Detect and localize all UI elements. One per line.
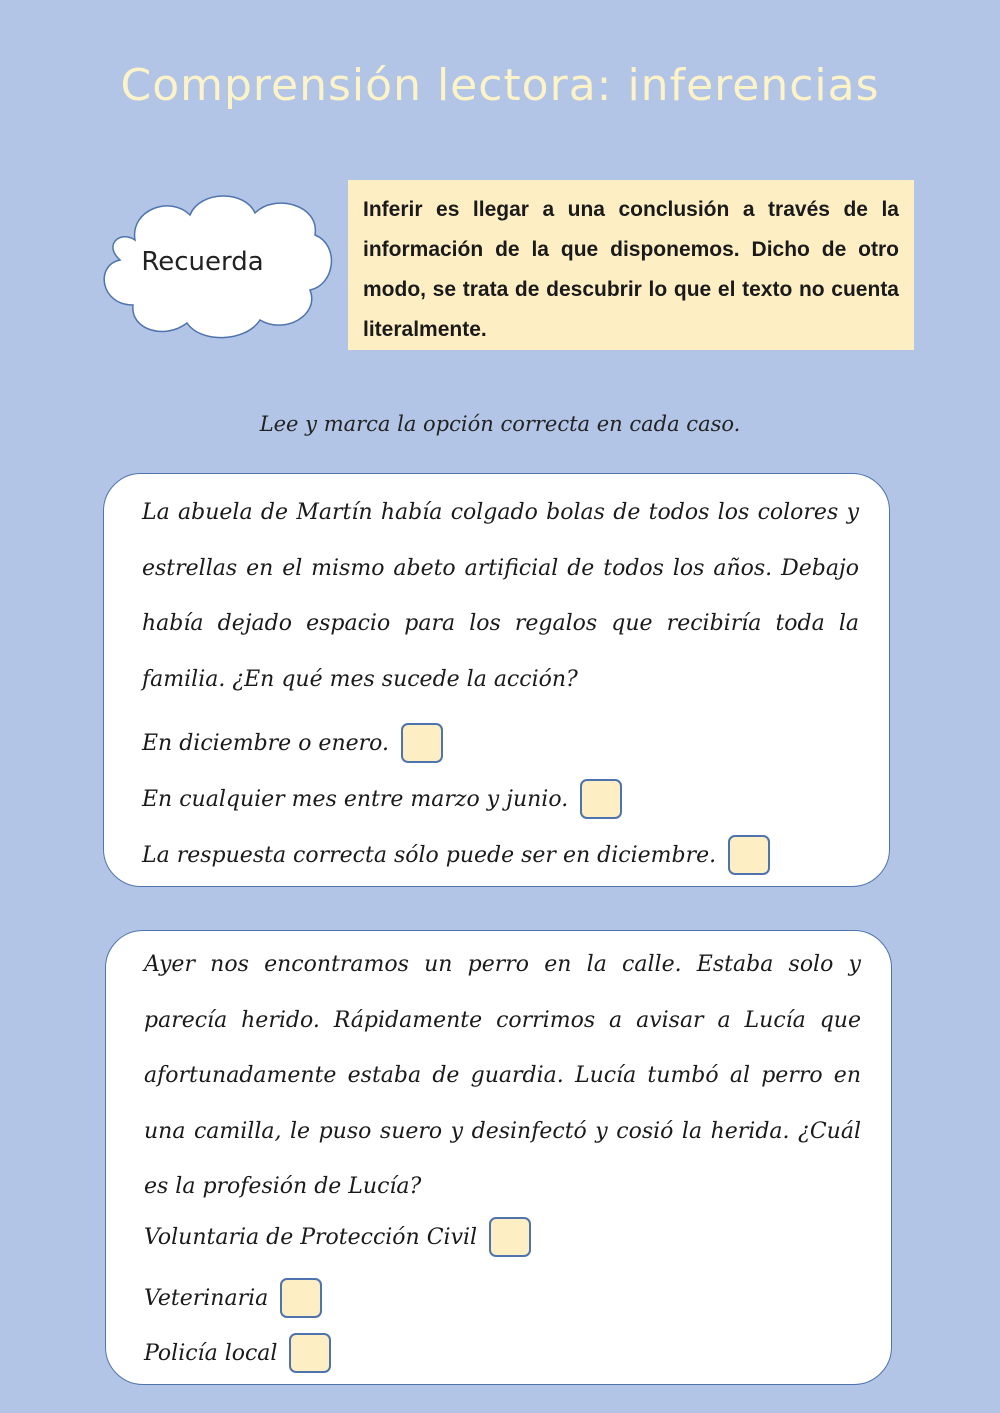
option-2 — [144, 1277, 322, 1319]
option-label: Voluntaria de Protección Civil — [144, 1224, 478, 1250]
answer-checkbox[interactable] — [489, 1217, 531, 1257]
option-3 — [144, 1332, 331, 1374]
option-3 — [142, 834, 770, 876]
option-2 — [142, 778, 622, 820]
option-label: En cualquier mes entre marzo y junio. — [142, 786, 569, 812]
answer-checkbox[interactable] — [289, 1333, 331, 1373]
answer-checkbox[interactable] — [580, 779, 622, 819]
page-title: Comprensión lectora: inferencias — [120, 60, 880, 111]
question-card-2 — [105, 930, 892, 1385]
option-1 — [142, 722, 443, 764]
option-label: Veterinaria — [144, 1285, 269, 1311]
question-card-1 — [103, 473, 890, 887]
reminder-cloud — [95, 185, 340, 345]
answer-checkbox[interactable] — [728, 835, 770, 875]
question-text: La abuela de Martín había colgado bolas de todos los colores y estrellas en el mismo abeto artificial de todos los años. Debajo había dejado espacio para los regalos que recibiría toda la familia. ¿En qué mes sucede la acción? — [142, 500, 859, 692]
reminder-note: Inferir es llegar a una conclusión a través de la información de la que disponemos. Dicho de otro modo, se trata de descubrir lo que el texto no cuenta literalmente. — [348, 180, 914, 350]
answer-checkbox[interactable] — [401, 723, 443, 763]
option-label: La respuesta correcta sólo puede ser en diciembre. — [142, 842, 717, 868]
option-label: Policía local — [144, 1340, 278, 1366]
instruction-text: Lee y marca la opción correcta en cada caso. — [259, 412, 741, 436]
option-label: En diciembre o enero. — [142, 730, 390, 756]
answer-checkbox[interactable] — [280, 1278, 322, 1318]
question-text: Ayer nos encontramos un perro en la calle. Estaba solo y parecía herido. Rápidamente corrimos a avisar a Lucía que afortunadamente estaba de guardia. Lucía tumbó al perro en una camilla, le puso suero y desinfectó y cosió la herida. ¿Cuál es la profesión de Lucía? — [144, 952, 861, 1199]
option-1 — [144, 1216, 531, 1258]
reminder-label: Recuerda — [141, 247, 264, 277]
